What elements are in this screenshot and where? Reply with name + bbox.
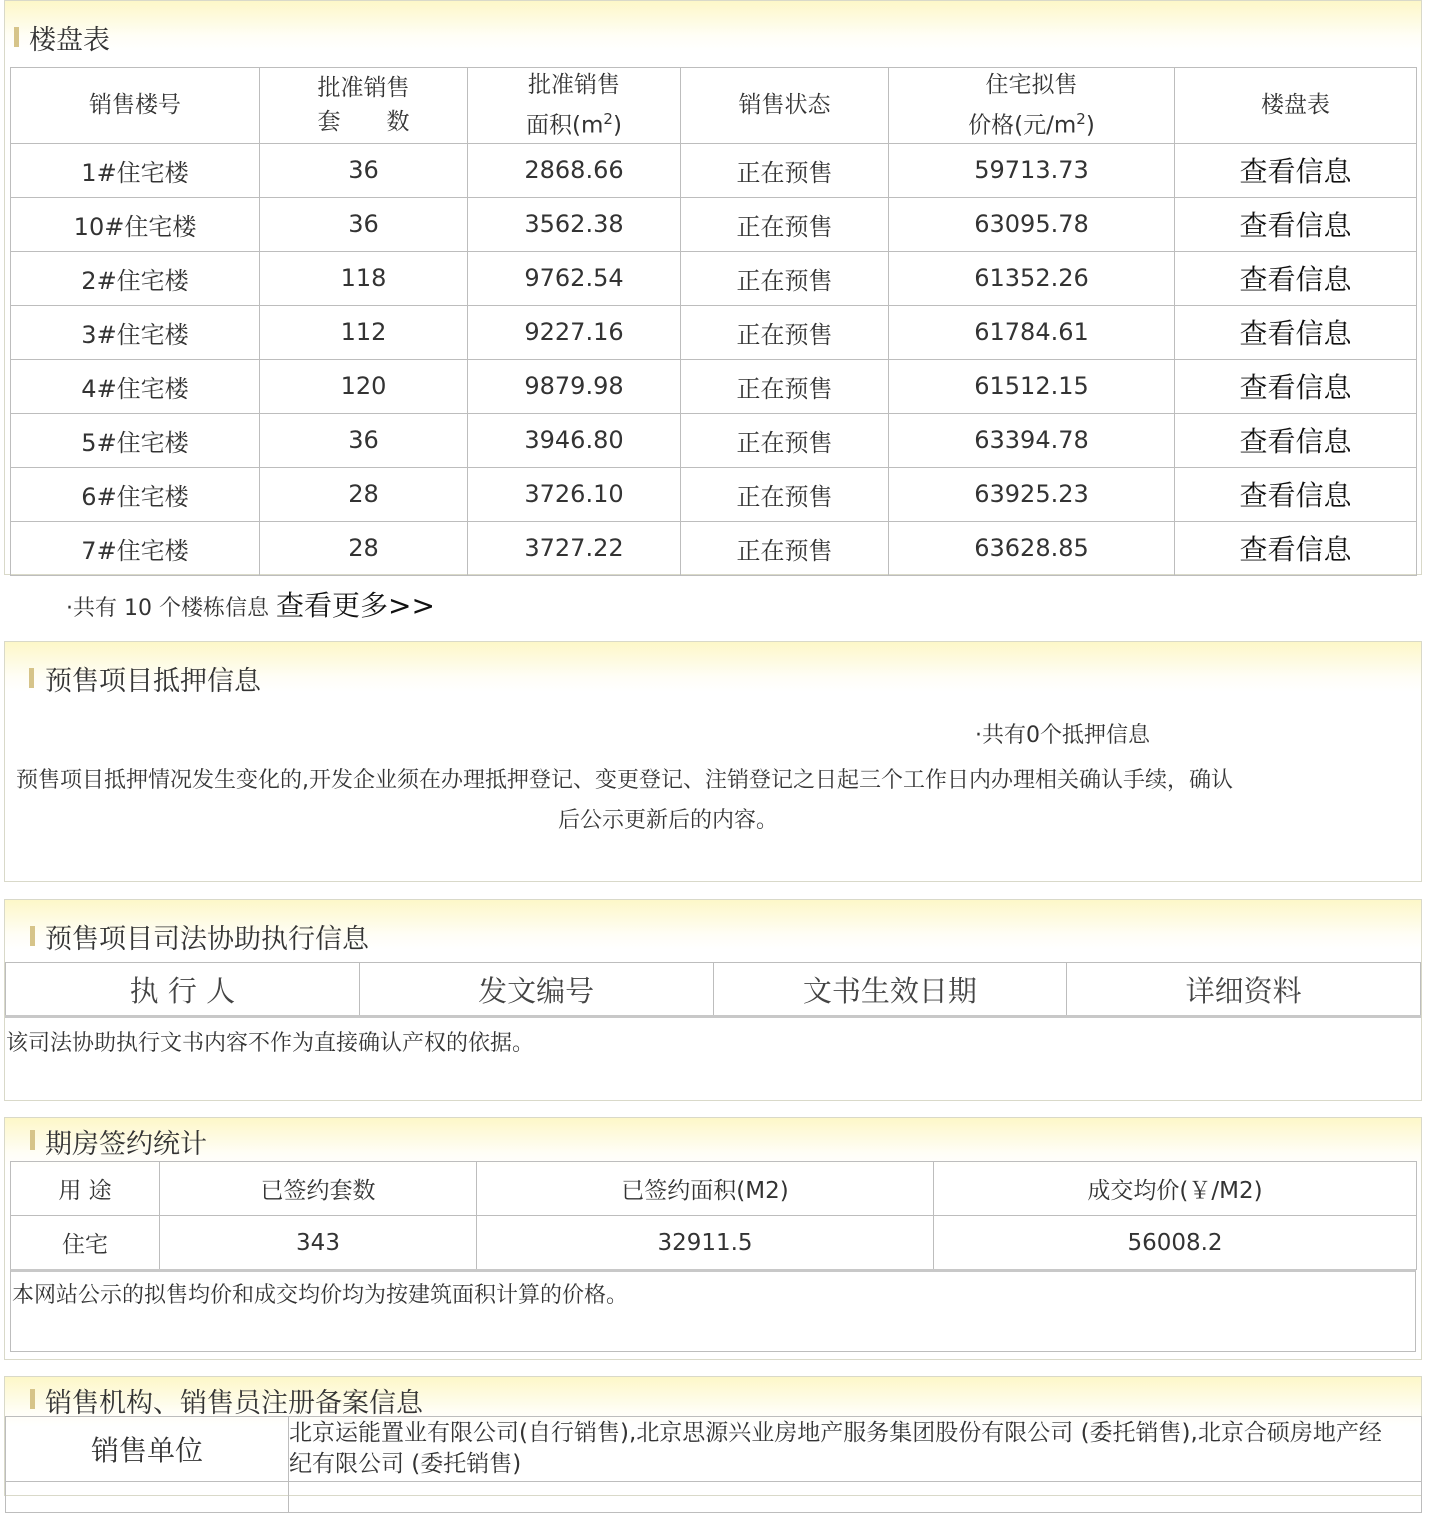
col-units: 批准销售 套 数 — [260, 68, 468, 144]
header-bar-icon — [30, 926, 35, 946]
contract-note: 本网站公示的拟售均价和成交均价均为按建筑面积计算的价格。 — [12, 1283, 629, 1308]
view-info-link[interactable]: 查看信息 — [1175, 143, 1417, 197]
mortgage-note-line2: 后公示更新后的内容。 — [558, 808, 779, 833]
use-cell: 住宅 — [11, 1216, 160, 1270]
building-cell: 2#住宅楼 — [11, 251, 260, 305]
view-info-link[interactable]: 查看信息 — [1175, 359, 1417, 413]
table-row — [11, 1216, 1417, 1270]
judicial-note: 该司法协助执行文书内容不作为直接确认产权的依据。 — [6, 1031, 535, 1056]
units-cell: 120 — [260, 359, 468, 413]
view-info-link[interactable]: 查看信息 — [1175, 251, 1417, 305]
panel-header — [5, 900, 1421, 955]
area-cell: 9879.98 — [468, 359, 681, 413]
area-cell: 32911.5 — [477, 1216, 934, 1270]
col-avg-price: 成交均价(￥/M2) — [934, 1162, 1417, 1216]
agency-value: 北京运能置业有限公司(自行销售),北京思源兴业房地产服务集团股份有限公司 (委托销售),北京合硕房地产经 纪有限公司 (委托销售) — [289, 1417, 1422, 1482]
status-cell: 正在预售 — [681, 467, 889, 521]
col-signed-area: 已签约面积(M2) — [477, 1162, 934, 1216]
units-cell: 343 — [160, 1216, 477, 1270]
area-cell: 9227.16 — [468, 305, 681, 359]
building-cell: 4#住宅楼 — [11, 359, 260, 413]
units-cell: 36 — [260, 143, 468, 197]
area-cell: 3562.38 — [468, 197, 681, 251]
panel-title: 预售项目司法协助执行信息 — [45, 924, 369, 955]
view-more-link[interactable]: 查看更多>> — [275, 589, 435, 622]
building-cell: 5#住宅楼 — [11, 413, 260, 467]
status-cell: 正在预售 — [681, 197, 889, 251]
col-table: 楼盘表 — [1175, 68, 1417, 144]
col-use: 用 途 — [11, 1162, 160, 1216]
judicial-table — [5, 962, 1421, 1017]
area-cell: 3946.80 — [468, 413, 681, 467]
mortgage-count: ·共有0个抵押信息 — [975, 723, 1150, 748]
building-cell: 6#住宅楼 — [11, 467, 260, 521]
price-cell: 63925.23 — [889, 467, 1175, 521]
panel-title: 楼盘表 — [29, 25, 110, 56]
avg-price-cell: 56008.2 — [934, 1216, 1417, 1270]
building-cell: 3#住宅楼 — [11, 305, 260, 359]
judicial-panel — [4, 899, 1422, 1101]
contract-stats-table — [10, 1161, 1417, 1270]
status-cell: 正在预售 — [681, 359, 889, 413]
sales-agency-panel — [4, 1376, 1422, 1496]
building-table — [10, 67, 1417, 576]
table-row — [11, 197, 1417, 251]
col-building: 销售楼号 — [11, 68, 260, 144]
status-cell: 正在预售 — [681, 305, 889, 359]
building-count-text: ·共有 10 个楼栋信息 — [66, 596, 269, 621]
col-area: 批准销售 面积$(m^2)$ — [468, 68, 681, 144]
sales-agency-table — [5, 1416, 1422, 1513]
col-price: 住宅拟售 价格(元$/m^2$) — [889, 68, 1175, 144]
panel-header — [5, 1, 1421, 56]
table-row — [11, 305, 1417, 359]
price-cell: 63095.78 — [889, 197, 1175, 251]
panel-header — [5, 642, 1421, 697]
units-cell: 36 — [260, 413, 468, 467]
col-status: 销售状态 — [681, 68, 889, 144]
area-cell: 9762.54 — [468, 251, 681, 305]
view-info-link[interactable]: 查看信息 — [1175, 197, 1417, 251]
empty-cell — [6, 1482, 289, 1513]
status-cell: 正在预售 — [681, 413, 889, 467]
building-cell: 7#住宅楼 — [11, 521, 260, 575]
mortgage-note-line1: 预售项目抵押情况发生变化的,开发企业须在办理抵押登记、变更登记、注销登记之日起三个工作日内办理相关确认手续，确认 — [16, 768, 1233, 793]
units-cell: 28 — [260, 467, 468, 521]
table-row — [11, 467, 1417, 521]
col-signed-units: 已签约套数 — [160, 1162, 477, 1216]
header-bar-icon — [30, 1389, 35, 1409]
table-header-row — [11, 1162, 1417, 1216]
price-cell: 63628.85 — [889, 521, 1175, 575]
mortgage-panel — [4, 641, 1422, 882]
area-cell: 2868.66 — [468, 143, 681, 197]
panel-title: 预售项目抵押信息 — [45, 666, 261, 697]
table-row — [11, 359, 1417, 413]
status-cell: 正在预售 — [681, 521, 889, 575]
view-info-link[interactable]: 查看信息 — [1175, 467, 1417, 521]
table-row — [11, 251, 1417, 305]
view-info-link[interactable]: 查看信息 — [1175, 305, 1417, 359]
units-cell: 118 — [260, 251, 468, 305]
price-cell: 63394.78 — [889, 413, 1175, 467]
building-summary — [66, 584, 435, 624]
units-cell: 28 — [260, 521, 468, 575]
panel-title: 销售机构、销售员注册备案信息 — [45, 1388, 423, 1419]
status-cell: 正在预售 — [681, 143, 889, 197]
view-info-link[interactable]: 查看信息 — [1175, 521, 1417, 575]
table-row — [11, 143, 1417, 197]
price-cell: 61784.61 — [889, 305, 1175, 359]
table-row — [11, 521, 1417, 575]
table-header-row — [11, 68, 1417, 144]
note-box — [10, 1269, 1416, 1352]
building-cell: 10#住宅楼 — [11, 197, 260, 251]
price-cell: 61352.26 — [889, 251, 1175, 305]
status-cell: 正在预售 — [681, 251, 889, 305]
table-row — [11, 413, 1417, 467]
col-effective-date: 文书生效日期 — [713, 963, 1067, 1017]
col-executor: 执 行 人 — [6, 963, 360, 1017]
building-table-panel — [4, 0, 1422, 575]
panel-title: 期房签约统计 — [45, 1129, 207, 1160]
table-header-row — [6, 963, 1421, 1017]
units-cell: 36 — [260, 197, 468, 251]
divider — [5, 1015, 1421, 1018]
table-row — [6, 1417, 1422, 1482]
building-cell: 1#住宅楼 — [11, 143, 260, 197]
price-cell: 59713.73 — [889, 143, 1175, 197]
price-cell: 61512.15 — [889, 359, 1175, 413]
contract-stats-panel — [4, 1117, 1422, 1360]
empty-cell — [289, 1482, 1422, 1513]
header-bar-icon — [14, 27, 19, 47]
col-doc-number: 发文编号 — [359, 963, 713, 1017]
area-cell: 3726.10 — [468, 467, 681, 521]
header-bar-icon — [29, 668, 34, 688]
view-info-link[interactable]: 查看信息 — [1175, 413, 1417, 467]
header-bar-icon — [30, 1130, 35, 1150]
col-details: 详细资料 — [1067, 963, 1421, 1017]
agency-label: 销售单位 — [6, 1417, 289, 1482]
units-cell: 112 — [260, 305, 468, 359]
area-cell: 3727.22 — [468, 521, 681, 575]
